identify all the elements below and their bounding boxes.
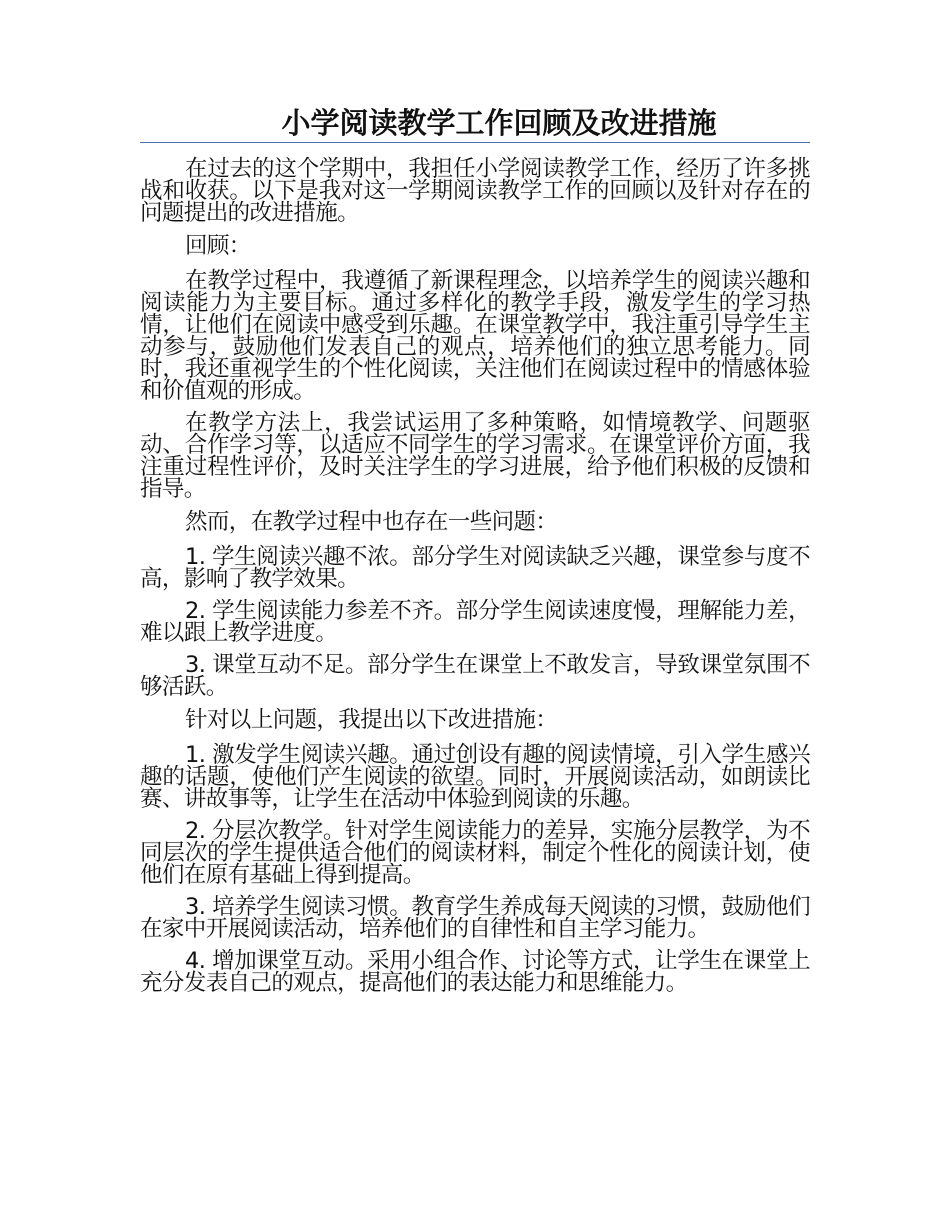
- paragraph-review-1: 在教学过程中，我遵循了新课程理念，以培养学生的阅读兴趣和阅读能力为主要目标。通过多样化的教学手段，激发学生的学习热情，让他们在阅读中感受到乐趣。在课堂教学中，我注重引导学生主动参与，鼓励他们发表自己的观点，培养他们的独立思考能力。同时，我还重视学生的个性化阅读，关注他们在阅读过程中的情感体验和价值观的形成。: [140, 268, 810, 404]
- heading-measures: 针对以上问题，我提出以下改进措施：: [185, 707, 558, 733]
- measure-item-1: 1. 激发学生阅读兴趣。通过创设有趣的阅读情境，引入学生感兴趣的话题，使他们产生阅读的欲望。同时，开展阅读活动，如朗读比赛、讲故事等，让学生在活动中体验到阅读的乐趣。: [140, 742, 810, 812]
- problem-item-3: 3. 课堂互动不足。部分学生在课堂上不敢发言，导致课堂氛围不够活跃。: [140, 652, 810, 700]
- measure-item-3: 3. 培养学生阅读习惯。教育学生养成每天阅读的习惯，鼓励他们在家中开展阅读活动，培养他们的自律性和自主学习能力。: [140, 894, 810, 942]
- heading-review: 回顾：: [185, 233, 251, 259]
- document-body: [140, 158, 810, 1004]
- problem-item-1: 1. 学生阅读兴趣不浓。部分学生对阅读缺乏兴趣，课堂参与度不高，影响了教学效果。: [140, 544, 810, 592]
- heading-problems: 然而，在教学过程中也存在一些问题：: [185, 509, 558, 535]
- paragraph-intro: 在过去的这个学期中，我担任小学阅读教学工作，经历了许多挑战和收获。以下是我对这一学期阅读教学工作的回顾以及针对存在的问题提出的改进措施。: [140, 156, 810, 226]
- problem-item-2: 2. 学生阅读能力参差不齐。部分学生阅读速度慢，理解能力差，难以跟上教学进度。: [140, 598, 810, 646]
- measure-item-2: 2. 分层次教学。针对学生阅读能力的差异，实施分层教学，为不同层次的学生提供适合他们的阅读材料，制定个性化的阅读计划，使他们在原有基础上得到提高。: [140, 818, 810, 888]
- measure-item-4: 4. 增加课堂互动。采用小组合作、讨论等方式，让学生在课堂上充分发表自己的观点，提高他们的表达能力和思维能力。: [140, 948, 810, 996]
- title-block: [140, 104, 810, 143]
- paragraph-review-2: 在教学方法上，我尝试运用了多种策略，如情境教学、问题驱动、合作学习等，以适应不同学生的学习需求。在课堂评价方面，我注重过程性评价，及时关注学生的学习进展，给予他们积极的反馈和指导。: [140, 410, 810, 502]
- page-title: 小学阅读教学工作回顾及改进措施: [281, 106, 717, 140]
